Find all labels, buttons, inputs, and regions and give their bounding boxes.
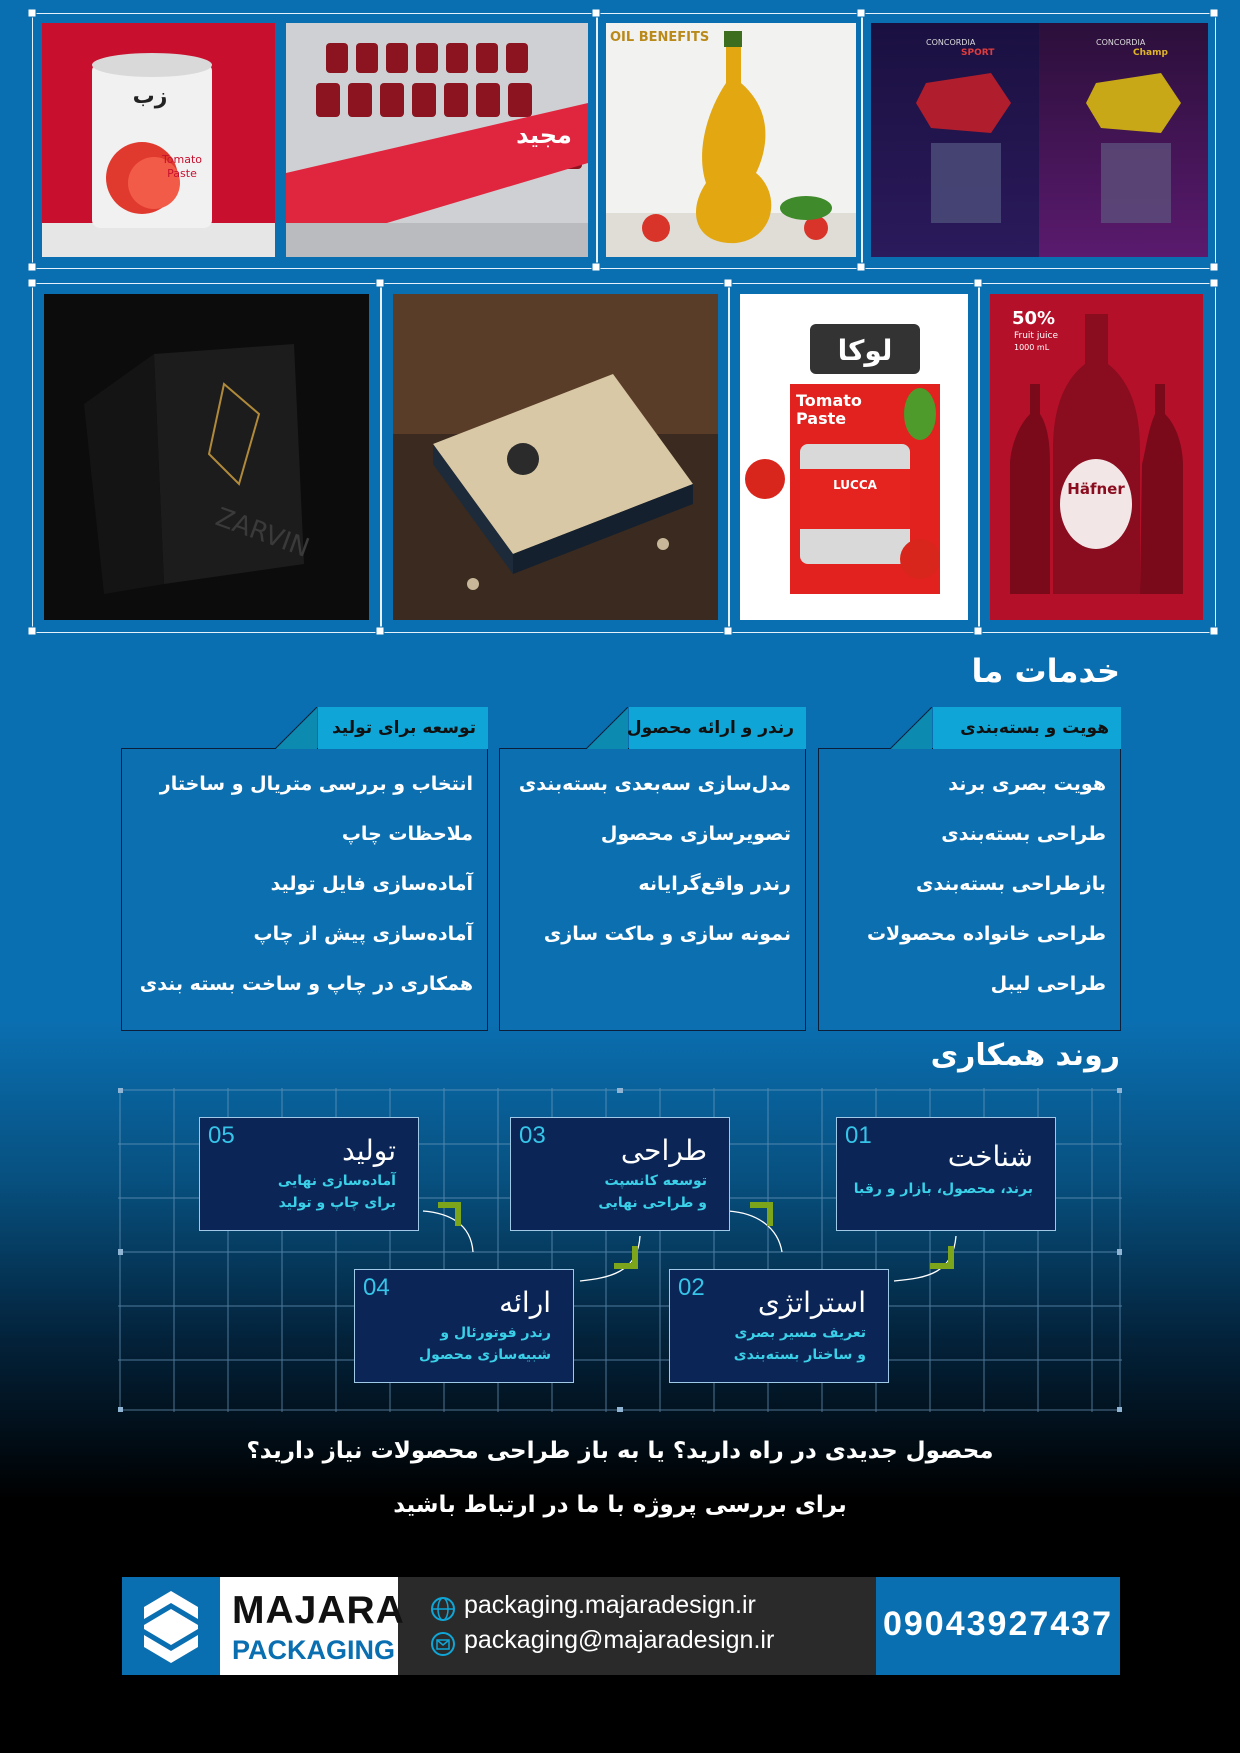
tile-label: Fruit juice <box>1014 331 1059 341</box>
tile-label: ZARVIN <box>211 502 314 564</box>
service-item: ملاحظات چاپ <box>341 823 473 845</box>
step-title: ارائه <box>499 1286 551 1319</box>
step-description: آماده‌سازی نهایی برای چاپ و تولید <box>277 1173 396 1211</box>
tab-wedge-icon <box>586 707 628 749</box>
tab-wedge-icon <box>890 707 932 749</box>
process-step-05 <box>199 1117 419 1231</box>
tile-oil-bottle <box>606 23 856 257</box>
phone-number[interactable]: 09043927437 <box>882 1605 1113 1643</box>
service-item: بازطراحی بسته‌بندی <box>916 873 1106 895</box>
phone-box <box>876 1577 1120 1675</box>
tile-label: SPORT <box>961 48 995 58</box>
service-item: طراحی خانواده محصولات <box>866 923 1106 945</box>
tab-wedge-icon <box>275 707 317 749</box>
tile-perfume <box>871 23 1208 257</box>
service-card-render <box>499 718 806 1031</box>
brand-top: MAJARA <box>232 1589 405 1632</box>
tile-label: Tomato <box>796 391 862 410</box>
step-title: تولید <box>342 1134 396 1167</box>
brand-bottom: PACKAGING <box>232 1635 396 1665</box>
tile-cherry-jars <box>286 23 588 257</box>
tile-lucca <box>740 294 968 620</box>
tile-gift-box <box>393 294 718 620</box>
tile-tomato-can <box>42 23 275 257</box>
service-item: آماده‌سازی پیش از چاپ <box>253 923 473 945</box>
tile-label: زب <box>132 84 168 109</box>
service-card-tab: توسعه برای تولید <box>318 707 488 749</box>
step-title: شناخت <box>947 1140 1033 1173</box>
tile-label: مجید <box>516 121 572 149</box>
tile-label: 50% <box>1012 308 1056 329</box>
process-title: روند همکاری <box>930 1038 1120 1073</box>
service-item: هویت بصری برند <box>948 773 1106 795</box>
services-title: خدمات ما <box>971 652 1120 690</box>
cta-line-2: برای بررسی پروژه با ما در ارتباط باشید <box>393 1492 847 1518</box>
service-item: همکاری در چاپ و ساخت بسته بندی <box>139 973 473 995</box>
step-title: استراتژی <box>757 1286 866 1319</box>
step-description: تعریف مسیر بصری و ساختار بسته‌بندی <box>733 1325 866 1363</box>
majara-logo-icon <box>122 1577 220 1675</box>
tile-label: Häfner <box>1067 480 1125 498</box>
service-item: نمونه سازی و ماکت سازی <box>543 923 791 945</box>
tile-juice <box>990 294 1203 620</box>
tile-label: Tomato <box>161 153 203 166</box>
logo-wordmark <box>220 1577 405 1675</box>
step-number: 04 <box>363 1274 390 1301</box>
tile-label: OIL BENEFITS <box>610 30 710 45</box>
service-item: مدل‌سازی سه‌بعدی بسته‌بندی <box>518 773 791 795</box>
service-item: رندر واقع‌گرایانه <box>638 873 791 895</box>
step-number: 01 <box>845 1122 872 1149</box>
tile-label: لوکا <box>837 334 893 367</box>
step-number: 03 <box>519 1122 546 1149</box>
globe-icon <box>430 1596 456 1622</box>
logo-mark <box>122 1577 220 1675</box>
process-step-03 <box>510 1117 730 1231</box>
service-card-identity <box>818 718 1121 1031</box>
tile-label: Paste <box>796 409 847 428</box>
process-step-01 <box>836 1117 1056 1231</box>
process-step-02 <box>669 1269 889 1383</box>
process-step-04 <box>354 1269 574 1383</box>
tile-label: 1000 mL <box>1014 343 1050 352</box>
service-card-production <box>121 718 488 1031</box>
tile-label: Paste <box>167 167 197 180</box>
service-item: انتخاب و بررسی متریال و ساختار <box>159 773 473 795</box>
service-item: تصویرسازی محصول <box>600 823 791 845</box>
tile-label: CONCORDIA <box>926 38 976 47</box>
service-card-tab: رندر و ارائه محصول <box>629 707 806 749</box>
email-link[interactable]: packaging@majaradesign.ir <box>464 1626 775 1654</box>
tile-label: Champ <box>1133 48 1168 58</box>
cta-line-1: محصول جدیدی در راه دارید؟ یا به باز طراحی محصولات نیاز دارید؟ <box>246 1438 994 1464</box>
service-item: آماده‌سازی فایل تولید <box>270 873 473 895</box>
step-number: 02 <box>678 1274 705 1301</box>
step-description: رندر فوتورئال و شبیه‌سازی محصول <box>419 1325 551 1363</box>
service-item: طراحی بسته‌بندی <box>941 823 1106 845</box>
tile-label: CONCORDIA <box>1096 38 1146 47</box>
service-card-tab: هویت و بسته‌بندی <box>933 707 1121 749</box>
website-link[interactable]: packaging.majaradesign.ir <box>464 1591 756 1619</box>
service-item: طراحی لیبل <box>990 973 1106 995</box>
step-description: برند، محصول، بازار و رقبا <box>853 1181 1033 1197</box>
step-description: توسعه کانسپت و طراحی نهایی <box>598 1173 707 1211</box>
step-number: 05 <box>208 1122 235 1149</box>
footer-bar <box>122 1577 1120 1675</box>
step-title: طراحی <box>620 1134 707 1167</box>
mail-icon <box>430 1631 456 1657</box>
tile-label: LUCCA <box>833 478 877 492</box>
tile-black-box <box>44 294 369 620</box>
